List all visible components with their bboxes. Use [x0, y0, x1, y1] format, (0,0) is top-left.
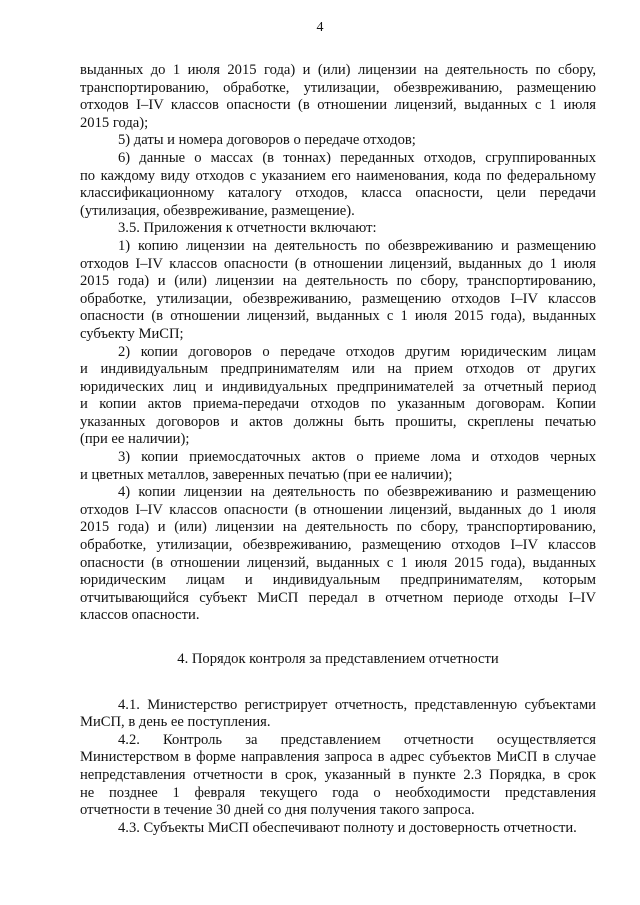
text-line: обработке, утилизации, обезвреживанию, размещению отходов I–IV классов [80, 537, 596, 554]
text-line: 4. Порядок контроля за представлением отчетности [177, 651, 499, 667]
text-line: классов опасности. [80, 607, 200, 624]
text-line: юридическим лицам и индивидуальным предпринимателям, которым [80, 572, 596, 589]
paragraph [80, 697, 596, 732]
text-line: классификационному каталогу отходов, класса опасности, цели передачи [80, 185, 596, 202]
text-line: 2) копии договоров о передаче отходов другим юридическим лицам [118, 343, 596, 360]
text-line: опасности (в отношении лицензий, выданных с 1 июля 2015 года), выданных [80, 308, 596, 325]
text-line: отходов I–IV классов опасности (в отношении лицензий, выданных до 1 июля [80, 501, 596, 518]
text-line: (утилизация, обезвреживание, размещение). [80, 202, 355, 219]
paragraph [80, 238, 596, 344]
paragraph [80, 344, 596, 450]
text-line: и индивидуальным предпринимателям или на прием отходов от других [80, 361, 596, 378]
paragraph [80, 449, 596, 484]
text-line: опасности (в отношении лицензий, выданных с 1 июля 2015 года), выданных [80, 554, 596, 571]
text-line: юридических лиц и индивидуальных предпринимателей за отчетный период [80, 378, 596, 395]
text-line: непредставления отчетности в срок, указанный в пункте 2.3 Порядка, в срок [80, 766, 596, 783]
text-line: обработке, утилизации, обезвреживанию, размещению отходов I–IV классов [80, 290, 596, 307]
text-line: МиСП, в день ее поступления. [80, 714, 271, 731]
text-line: 6) данные о массах (в тоннах) переданных отходов, сгруппированных [118, 149, 596, 166]
text-line: не позднее 1 февраля текущего года о необходимости представления [80, 784, 596, 801]
page-number: 4 [316, 20, 324, 35]
text-line: 4.1. Министерство регистрирует отчетность, представленную субъектами [118, 696, 596, 713]
text-line: отчетности в течение 30 дней со дня получения такого запроса. [80, 802, 475, 819]
text-line: отчитывающийся субъект МиСП передал в отчетном периоде отходы I–IV [80, 589, 596, 606]
section-heading [80, 651, 596, 669]
text-line: 4.3. Субъекты МиСП обеспечивают полноту и достоверность отчетности. [118, 819, 577, 836]
text-line: выданных до 1 июля 2015 года) и (или) лицензии на деятельность по сбору, [80, 62, 596, 78]
text-line: отходов I–IV классов опасности (в отношении лицензий, выданных с 1 июля [80, 97, 596, 114]
text-line: транспортированию, обработке, утилизации, обезвреживанию, размещению [80, 79, 596, 96]
text-line: и цветных металлов, заверенных печатью (при ее наличии); [80, 466, 453, 483]
paragraph [80, 132, 596, 150]
text-line: 2015 года); [80, 114, 149, 131]
text-line: 3.5. Приложения к отчетности включают: [118, 220, 377, 237]
text-line: указанных договоров и актов должны быть прошиты, скреплены печатью [80, 413, 596, 430]
text-line: 4) копии лицензии на деятельность по обезвреживанию и размещению [118, 484, 596, 501]
text-line: 2015 года) и (или) лицензии на деятельность по сбору, транспортированию, [80, 519, 596, 536]
text-line: 5) даты и номера договоров о передаче отходов; [118, 132, 416, 149]
document-body [80, 62, 596, 837]
text-line: 3) копии приемосдаточных актов о приеме лома и отходов черных [118, 449, 596, 466]
paragraph [80, 150, 596, 220]
text-line: отходов I–IV классов опасности (в отношении лицензий, выданных до 1 июля [80, 255, 596, 272]
text-line: 1) копию лицензии на деятельность по обезвреживанию и размещению [118, 237, 596, 254]
paragraph [80, 220, 596, 238]
text-line: по каждому виду отходов с указанием его наименования, кода по федеральному [80, 167, 596, 184]
text-line: и копии актов приема-передачи отходов по указанным договорам. Копии [80, 396, 596, 413]
paragraph [80, 62, 596, 132]
text-line: Министерством в форме направления запроса в адрес субъектов МиСП в случае [80, 749, 596, 766]
text-line: (при ее наличии); [80, 431, 190, 448]
text-line: 4.2. Контроль за представлением отчетности осуществляется [118, 731, 596, 748]
paragraph [80, 484, 596, 625]
paragraph [80, 820, 596, 838]
text-line: 2015 года) и (или) лицензии на деятельность по сбору, транспортированию, [80, 273, 596, 290]
text-line: субъекту МиСП; [80, 325, 184, 342]
paragraph [80, 732, 596, 820]
